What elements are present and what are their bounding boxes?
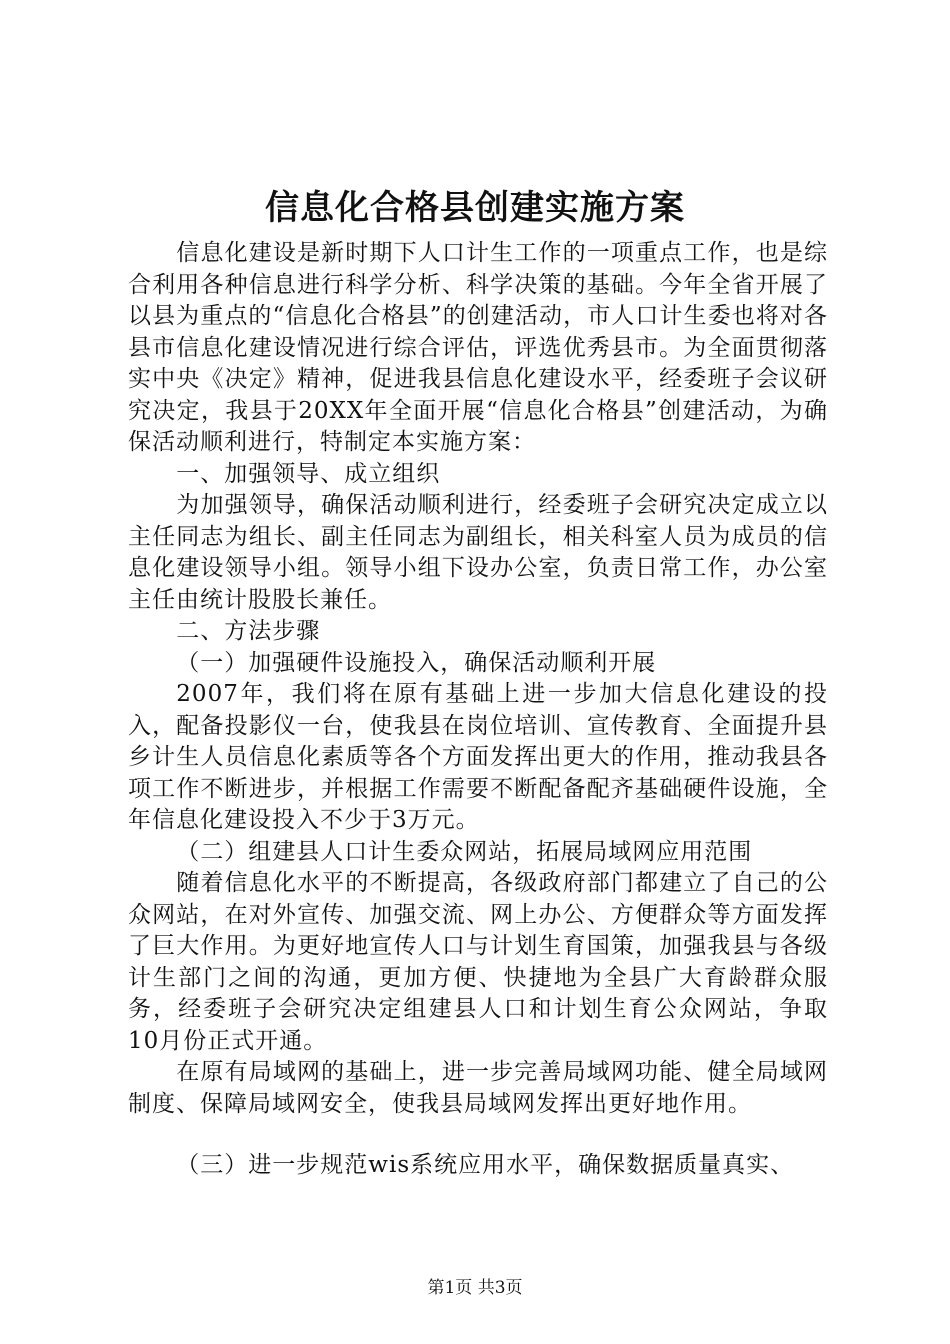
document-body: [128, 238, 828, 1182]
section-heading-1: 一、加强领导、成立组织: [176, 460, 441, 487]
page-number: 第1页 共3页: [427, 1278, 523, 1298]
paragraph-intro: 信息化建设是新时期下人口计生工作的一项重点工作，也是综合利用各种信息进行科学分析、科学决策的基础。今年全省开展了以县为重点的“信息化合格县”的创建活动，市人口计生委也将对各县市信息化建设情况进行综合评估，评选优秀县市。为全面贯彻落实中央《决定》精神，促进我县信息化建设水平，经委班子会议研究决定，我县于20XX年全面开展“信息化合格县”创建活动，为确保活动顺利进行，特制定本实施方案：: [128, 240, 828, 455]
document-title: 信息化合格县创建实施方案: [265, 188, 685, 228]
paragraph-website: 随着信息化水平的不断提高，各级政府部门都建立了自己的公众网站，在对外宣传、加强交流、网上办公、方便群众等方面发挥了巨大作用。为更好地宣传人口与计划生育国策，加强我县与各级计生部门之间的沟通，更加方便、快捷地为全县广大育龄群众服务，经委班子会研究决定组建县人口和计划生育公众网站，争取10月份正式开通。: [128, 870, 828, 1054]
section-heading-2: 二、方法步骤: [176, 618, 321, 644]
subsection-heading-3: （三）进一步规范wis系统应用水平，确保数据质量真实、: [176, 1152, 795, 1178]
paragraph-leadership: 为加强领导，确保活动顺利进行，经委班子会研究决定成立以主任同志为组长、副主任同志为副组长，相关科室人员为成员的信息化建设领导小组。领导小组下设办公室，负责日常工作，办公室主任由统计股股长兼任。: [128, 492, 828, 613]
subsection-heading-2: （二）组建县人口计生委众网站，拓展局域网应用范围: [176, 838, 753, 865]
subsection-heading-1: （一）加强硬件设施投入，确保活动顺利开展: [176, 649, 657, 676]
paragraph-hardware: 2007年，我们将在原有基础上进一步加大信息化建设的投入，配备投影仪一台，使我县在岗位培训、宣传教育、全面提升县乡计生人员信息化素质等各个方面发挥出更大的作用，推动我县各项工作不断进步，并根据工作需要不断配备配齐基础硬件设施，全年信息化建设投入不少于3万元。: [128, 681, 828, 833]
paragraph-lan: 在原有局域网的基础上，进一步完善局域网功能、健全局域网制度、保障局域网安全，使我县局域网发挥出更好地作用。: [128, 1059, 828, 1117]
